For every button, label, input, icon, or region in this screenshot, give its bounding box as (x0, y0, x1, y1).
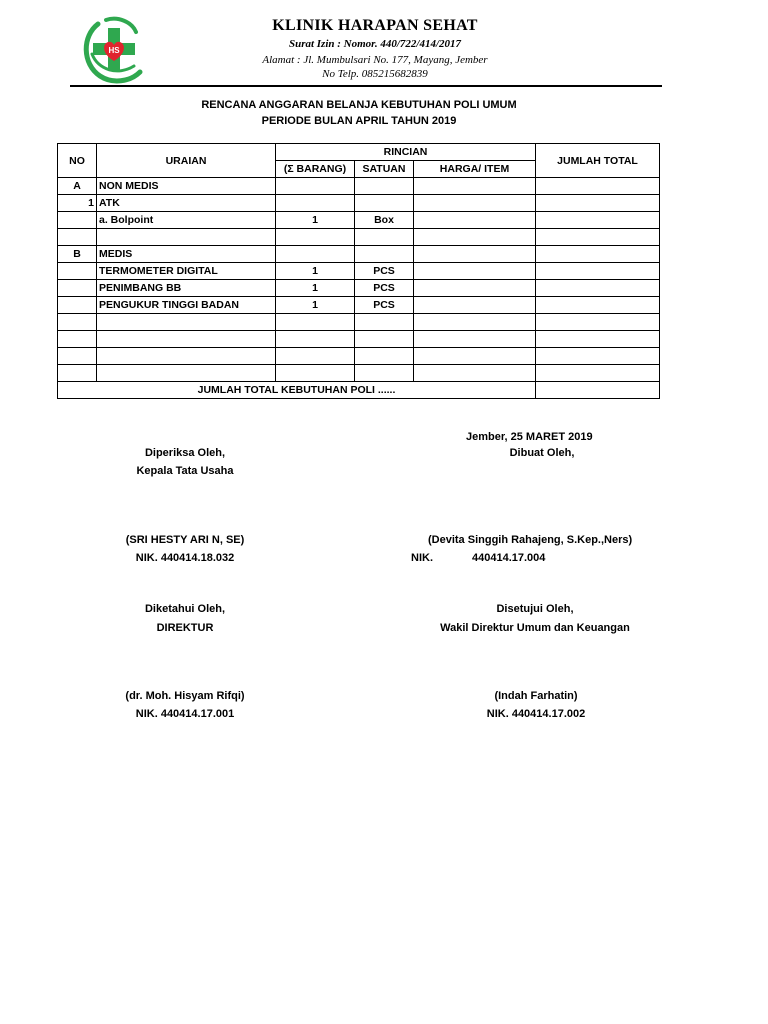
cell-satuan (355, 229, 414, 246)
cell-no: 1 (58, 195, 97, 212)
table-row (58, 365, 660, 382)
cell-no (58, 331, 97, 348)
cell-barang (276, 348, 355, 365)
cell-uraian (97, 365, 276, 382)
cell-satuan (355, 246, 414, 263)
table-row (58, 229, 660, 246)
cell-no (58, 314, 97, 331)
cell-uraian: TERMOMETER DIGITAL (97, 263, 276, 280)
cell-jumlah (536, 314, 660, 331)
clinic-phone: No Telp. 085215682839 (322, 68, 428, 80)
cell-satuan: PCS (355, 280, 414, 297)
table-row (58, 263, 660, 280)
maker-nik-value: 440414.17.004 (472, 552, 546, 564)
checked-by-label: Diperiksa Oleh, (144, 447, 226, 459)
table-row (58, 246, 660, 263)
cell-uraian: PENGUKUR TINGGI BADAN (97, 297, 276, 314)
cell-jumlah (536, 348, 660, 365)
cell-satuan (355, 195, 414, 212)
cell-barang (276, 229, 355, 246)
checked-by-role: Kepala Tata Usaha (136, 465, 234, 477)
cell-uraian (97, 229, 276, 246)
header-satuan: SATUAN (355, 161, 414, 178)
cell-barang (276, 195, 355, 212)
cell-no (58, 212, 97, 229)
cell-jumlah (536, 195, 660, 212)
maker-name: (Devita Singgih Rahajeng, S.Kep.,Ners) (428, 534, 633, 546)
known-by-role: DIREKTUR (156, 622, 214, 634)
header-jumlah-total: JUMLAH TOTAL (536, 144, 660, 178)
document-title: RENCANA ANGGARAN BELANJA KEBUTUHAN POLI UMUM (201, 99, 517, 111)
cell-uraian (97, 314, 276, 331)
cell-barang (276, 178, 355, 195)
cell-no (58, 297, 97, 314)
table-row (58, 331, 660, 348)
cell-barang (276, 365, 355, 382)
cell-no: A (58, 178, 97, 195)
cell-harga (414, 178, 536, 195)
cell-satuan (355, 365, 414, 382)
cell-uraian: a. Bolpoint (97, 212, 276, 229)
cell-uraian (97, 348, 276, 365)
cell-uraian: NON MEDIS (97, 178, 276, 195)
cell-uraian (97, 331, 276, 348)
budget-table (57, 143, 660, 399)
logo-initials: HS (108, 46, 120, 55)
cell-jumlah (536, 229, 660, 246)
vice-director-nik: NIK. 440414.17.002 (486, 708, 586, 720)
table-row (58, 280, 660, 297)
cell-no (58, 263, 97, 280)
approved-by-role: Wakil Direktur Umum dan Keuangan (440, 622, 630, 634)
cell-harga (414, 348, 536, 365)
permit-number: Surat Izin : Nomor. 440/722/414/2017 (288, 38, 462, 50)
document-period: PERIODE BULAN APRIL TAHUN 2019 (261, 115, 457, 127)
cell-harga (414, 246, 536, 263)
header-barang: (Σ BARANG) (276, 161, 355, 178)
header-no: NO (58, 144, 97, 178)
director-name: (dr. Moh. Hisyam Rifqi) (125, 690, 245, 702)
cell-uraian: MEDIS (97, 246, 276, 263)
cell-no (58, 229, 97, 246)
cell-satuan: PCS (355, 297, 414, 314)
place-date: Jember, 25 MARET 2019 (466, 431, 593, 443)
cell-uraian: PENIMBANG BB (97, 280, 276, 297)
cell-barang (276, 331, 355, 348)
cell-barang: 1 (276, 297, 355, 314)
cell-jumlah (536, 178, 660, 195)
cell-satuan: Box (355, 212, 414, 229)
cell-jumlah (536, 246, 660, 263)
cell-harga (414, 297, 536, 314)
cell-barang: 1 (276, 263, 355, 280)
header-divider (70, 85, 662, 87)
cell-satuan (355, 331, 414, 348)
table-header-row (58, 144, 660, 161)
checker-name: (SRI HESTY ARI N, SE) (125, 534, 245, 546)
cell-no (58, 365, 97, 382)
table-row (58, 195, 660, 212)
known-by-label: Diketahui Oleh, (144, 603, 226, 615)
cell-satuan (355, 178, 414, 195)
header-uraian: URAIAN (97, 144, 276, 178)
cell-harga (414, 195, 536, 212)
director-nik: NIK. 440414.17.001 (135, 708, 235, 720)
cell-harga (414, 280, 536, 297)
cell-harga (414, 314, 536, 331)
cell-harga (414, 365, 536, 382)
checker-nik: NIK. 440414.18.032 (135, 552, 235, 564)
clinic-name: KLINIK HARAPAN SEHAT (272, 17, 478, 34)
clinic-logo (78, 14, 152, 88)
made-by-label: Dibuat Oleh, (509, 447, 575, 459)
total-label: JUMLAH TOTAL KEBUTUHAN POLI ...... (58, 382, 536, 399)
cell-harga (414, 263, 536, 280)
cell-jumlah (536, 280, 660, 297)
cell-satuan (355, 314, 414, 331)
cell-jumlah (536, 331, 660, 348)
table-row (58, 212, 660, 229)
cell-jumlah (536, 212, 660, 229)
vice-director-name: (Indah Farhatin) (494, 690, 578, 702)
cell-barang (276, 314, 355, 331)
cell-jumlah (536, 297, 660, 314)
cell-harga (414, 229, 536, 246)
cell-harga (414, 331, 536, 348)
cell-satuan (355, 348, 414, 365)
cell-jumlah (536, 263, 660, 280)
maker-nik-label: NIK. (411, 552, 433, 564)
cell-barang (276, 246, 355, 263)
header-harga: HARGA/ ITEM (414, 161, 536, 178)
cell-harga (414, 212, 536, 229)
cell-no (58, 280, 97, 297)
total-row (58, 382, 660, 399)
cell-barang: 1 (276, 280, 355, 297)
total-value (536, 382, 660, 399)
cell-satuan: PCS (355, 263, 414, 280)
approved-by-label: Disetujui Oleh, (496, 603, 574, 615)
clinic-address: Alamat : Jl. Mumbulsari No. 177, Mayang, Jember (262, 54, 488, 66)
cell-uraian: ATK (97, 195, 276, 212)
cell-barang: 1 (276, 212, 355, 229)
cell-jumlah (536, 365, 660, 382)
table-row (58, 314, 660, 331)
table-row (58, 297, 660, 314)
table-row (58, 348, 660, 365)
cell-no: B (58, 246, 97, 263)
header-rincian: RINCIAN (276, 144, 536, 161)
cell-no (58, 348, 97, 365)
table-row (58, 178, 660, 195)
